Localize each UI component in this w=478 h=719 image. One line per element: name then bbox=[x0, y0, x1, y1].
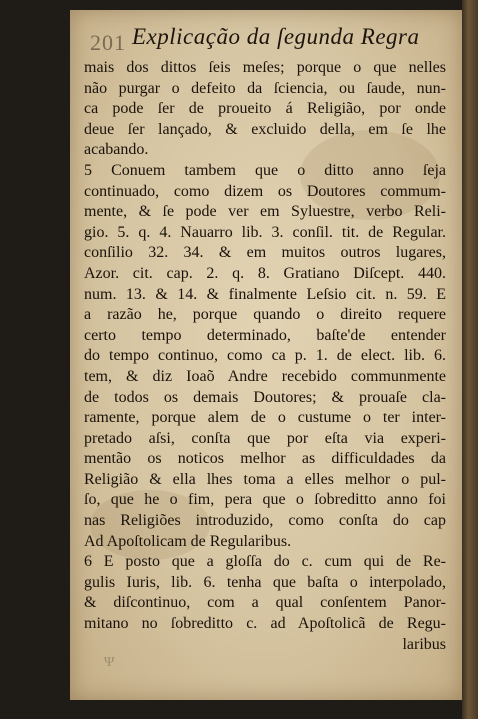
page-header bbox=[84, 18, 444, 54]
text-line: conſilio 32. 34. & em muitos outros lugares, bbox=[84, 244, 446, 262]
text-line: certo tempo determinado, baſte'de entender bbox=[84, 326, 446, 344]
text-line: gio. 5. q. 4. Nauarro lib. 3. conſil. tit. de Regular. bbox=[84, 223, 446, 241]
text-line: 6 E posto que a gloſſa do c. cum qui de Re- bbox=[84, 553, 446, 571]
text-line: laribus bbox=[402, 635, 446, 653]
text-line: gulis Iuris, lib. 6. tenha que baſta o interpolado, bbox=[84, 573, 446, 591]
signature-mark: Ψ bbox=[104, 655, 118, 670]
page-gutter bbox=[462, 0, 478, 719]
folio-number: 201 bbox=[90, 30, 126, 55]
text-line: ramente, porque alem de o custume o ter inter- bbox=[84, 409, 446, 427]
text-line: nas Religiões introduzido, como conſta do cap bbox=[84, 512, 446, 530]
text-line: de todos os demais Doutores; & prouaſe cla- bbox=[84, 388, 446, 406]
text-line: a razão he, porque quando o direito requere bbox=[84, 306, 446, 324]
text-line: Azor. cit. cap. 2. q. 8. Gratiano Diſcept. 440. bbox=[84, 264, 446, 282]
text-line: continuado, como dizem os Doutores commum- bbox=[84, 182, 446, 200]
text-line: mentão os noticos melhor as difficuldades da bbox=[84, 450, 446, 468]
text-line: deue ſer lançado, & excluido della, em ſe lhe bbox=[84, 120, 446, 138]
text-line: mais dos dittos ſeis meſes; porque o que nelles bbox=[84, 59, 446, 76]
text-line: Religião & ella lhes toma a elles melhor o pul- bbox=[84, 470, 446, 488]
text-line: pretado aſsi, conſta que por eſta via experi- bbox=[84, 429, 446, 447]
text-line: 5 Conuem tambem que o ditto anno ſeja bbox=[84, 161, 446, 179]
text-line: não purgar o defeito da ſciencia, ou ſaude, nun- bbox=[84, 79, 446, 97]
text-block bbox=[84, 58, 446, 655]
text-line: ca pode ſer de proueito á Religião, por onde bbox=[84, 100, 446, 118]
text-line: mitano no ſobreditto c. ad Apoſtolicã de Regu- bbox=[84, 615, 446, 633]
text-line: num. 13. & 14. & finalmente Leſsio cit. n. 59. E bbox=[84, 285, 446, 303]
text-line: & diſcontinuo, com a qual conſentem Panor- bbox=[84, 594, 446, 612]
text-line: acabando. bbox=[84, 141, 149, 159]
text-line: Ad Apoſtolicam de Regularibus. bbox=[84, 532, 292, 550]
text-line: tem, & diz Ioaõ Andre recebido communmente bbox=[84, 367, 446, 385]
text-line: do tempo continuo, como ca p. 1. de elect. lib. 6. bbox=[84, 347, 446, 365]
running-head: Explicação da ſegunda Regra bbox=[132, 24, 420, 49]
text-line: ſo, que he o fim, pera que o ſobreditto anno foi bbox=[84, 491, 446, 509]
text-line: mente, & ſe pode ver em Syluestre, verbo Reli- bbox=[84, 203, 446, 221]
